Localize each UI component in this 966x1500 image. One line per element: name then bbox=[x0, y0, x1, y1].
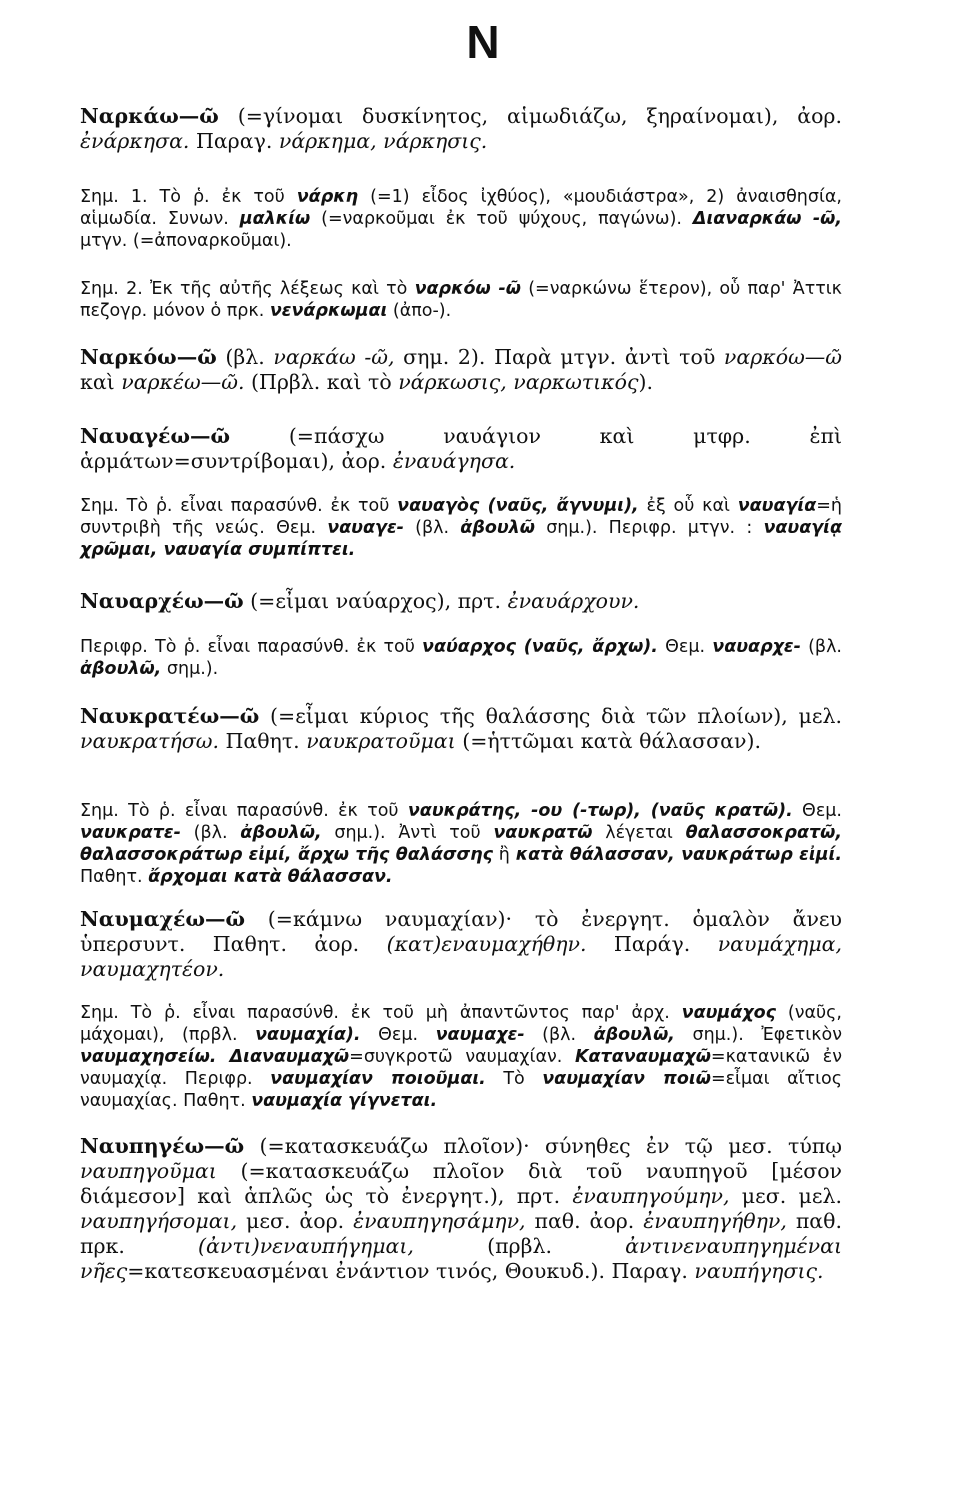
text-run: Σημ. Τὸ ῥ. εἶναι παρασύνθ. ἐκ τοῦ bbox=[80, 496, 398, 516]
text-run: παθ. πρκ. bbox=[80, 1209, 842, 1258]
text-run: =κατανικῶ ἐν ναυμαχίᾳ. Περιφρ. bbox=[80, 1047, 843, 1089]
text-run: μεσ. ἀορ. bbox=[237, 1209, 354, 1233]
text-run: παθ. ἀορ. bbox=[525, 1209, 644, 1233]
text-run: Τὸ bbox=[485, 1069, 543, 1089]
text-run: σημ.). Ἐφετικὸν bbox=[674, 1025, 843, 1045]
text-run: Παθητ. bbox=[218, 729, 307, 753]
section-letter: N bbox=[466, 16, 500, 68]
text-run: σημ.). Ἀντὶ τοῦ bbox=[321, 823, 494, 843]
bold-italic-term: ναυμαχίαν ποιοῦμαι. bbox=[270, 1069, 486, 1089]
bold-italic-term: Διαναρκάω -ῶ, bbox=[692, 209, 843, 229]
italic-form: (κατ)εναυμαχήθην. bbox=[386, 932, 587, 956]
italic-form: ἐναυπηγούμην, bbox=[572, 1184, 730, 1208]
text-run: =κατεσκευασμέναι ἐνάντιον τινός, Θουκυδ.). Παραγ. bbox=[127, 1259, 695, 1283]
text-run: (βλ. bbox=[800, 637, 842, 657]
bold-italic-term: ναυμαχε- bbox=[435, 1025, 525, 1045]
bold-italic-term: ναυμαχησείω. Διαναυμαχῶ bbox=[80, 1047, 350, 1067]
italic-form: (ἀντι)νεναυπήγημαι, bbox=[198, 1234, 414, 1258]
bold-italic-term: μαλκίω bbox=[239, 209, 311, 229]
text-run: (βλ. bbox=[180, 823, 241, 843]
bold-italic-term: ἀβουλῶ, bbox=[240, 823, 322, 843]
text-run: =συγκροτῶ ναυμαχίαν. bbox=[349, 1047, 575, 1067]
text-run: (=κατασκευάζω πλοῖον διὰ τοῦ ναυπηγοῦ [μέσον διάμεσον] καὶ ἁπλῶς ὡς τὸ ἐνεργητ.), πρτ. bbox=[80, 1159, 842, 1208]
note-nauarcheo bbox=[80, 636, 842, 680]
headword: Ναυμαχέω—ῶ bbox=[80, 907, 246, 931]
headword: Ναρκάω—ῶ bbox=[80, 104, 219, 128]
text-run: σημ.). bbox=[161, 659, 219, 679]
bold-italic-term: ἄρχομαι κατὰ θάλασσαν. bbox=[148, 867, 393, 887]
text-run: μεσ. μελ. bbox=[729, 1184, 842, 1208]
bold-italic-term: ναρκόω -ῶ bbox=[414, 279, 521, 299]
text-run: (=ναρκώνω ἕτερον), οὗ παρ' Ἀττικ πεζογρ. μόνον ὁ πρκ. bbox=[80, 279, 842, 321]
text-run: =εἶμαι αἴτιος ναυμαχίας. Παθητ. bbox=[80, 1069, 842, 1111]
italic-form: ναυμάχημα, ναυμαχητέον. bbox=[80, 932, 843, 981]
bold-italic-term: ἀβουλῶ bbox=[460, 518, 535, 538]
text-run: Θεμ. bbox=[792, 801, 842, 821]
entry-nauageo bbox=[80, 424, 842, 474]
note-narkao-1 bbox=[80, 186, 842, 252]
bold-italic-term: κατὰ θάλασσαν, ναυκράτωρ εἰμί. bbox=[515, 845, 842, 865]
text-run: (=πάσχω ναυάγιον καὶ μτφρ. ἐπὶ ἁρμάτων=συντρίβομαι), ἀορ. bbox=[80, 424, 842, 473]
entry-narkao bbox=[80, 104, 842, 154]
italic-form: νάρκημα, νάρκησις. bbox=[278, 129, 488, 153]
italic-form: ναυπήγησις. bbox=[694, 1259, 824, 1283]
headword: Ναυπηγέω—ῶ bbox=[80, 1134, 245, 1158]
text-run: (βλ. bbox=[216, 345, 274, 369]
text-run: Θεμ. bbox=[657, 637, 713, 657]
text-run: (=γίνομαι δυσκίνητος, αἱμωδιάζω, ξηραίνομαι), ἀορ. bbox=[218, 104, 842, 128]
headword: Ναυαγέω—ῶ bbox=[80, 424, 231, 448]
text-run: (=ναρκοῦμαι ἐκ τοῦ ψύχους, παγώνω). bbox=[310, 209, 693, 229]
headword: Ναυαρχέω—ῶ bbox=[80, 589, 244, 613]
text-run: (πρβλ. bbox=[413, 1234, 626, 1258]
italic-form: ναυκρατήσω. bbox=[80, 729, 219, 753]
text-run: Παραγ. bbox=[189, 129, 279, 153]
text-run: (=κάμνω ναυμαχίαν)· τὸ ἐνεργητ. ὁμαλὸν ἄνευ ὑπερσυντ. Παθητ. ἀορ. bbox=[80, 907, 842, 956]
text-run: Θεμ. bbox=[360, 1025, 436, 1045]
italic-form: νάρκωσις, ναρκωτικός bbox=[398, 370, 639, 394]
bold-italic-term: ναυκρατε- bbox=[80, 823, 181, 843]
text-run: σημ. 2). Παρὰ μτγν. ἀντὶ τοῦ bbox=[394, 345, 724, 369]
headword: Ναυκρατέω—ῶ bbox=[80, 704, 260, 728]
entry-naukrateo bbox=[80, 704, 842, 754]
italic-form: ἐναυπηγησάμην, bbox=[353, 1209, 526, 1233]
note-naukrateo bbox=[80, 800, 842, 888]
text-run: (=εἶμαι ναύαρχος), πρτ. bbox=[243, 589, 508, 613]
italic-form: ναυπηγοῦμαι bbox=[80, 1159, 217, 1183]
entry-nauarcheo bbox=[80, 589, 842, 614]
bold-italic-term: ναυαρχε- bbox=[712, 637, 801, 657]
italic-form: ναρκέω—ῶ. bbox=[121, 370, 245, 394]
text-run: (βλ. bbox=[403, 518, 461, 538]
text-run: σημ.). Περιφρ. μτγν. : bbox=[534, 518, 764, 538]
text-run: Σημ. 1. Τὸ ῥ. ἐκ τοῦ bbox=[80, 187, 297, 207]
bold-italic-term: ναυμάχος bbox=[681, 1003, 777, 1023]
italic-form: ἐνάρκησα. bbox=[80, 129, 190, 153]
text-run: ἢ bbox=[492, 845, 516, 865]
text-run: (Πρβλ. καὶ τὸ bbox=[244, 370, 399, 394]
headword: Ναρκόω—ῶ bbox=[80, 345, 217, 369]
text-run: καὶ bbox=[80, 370, 122, 394]
bold-italic-term: νενάρκωμαι bbox=[269, 301, 388, 321]
text-run: ). bbox=[638, 370, 653, 394]
text-run: (=κατασκευάζω πλοῖον)· σύνηθες ἐν τῷ μεσ. τύπῳ bbox=[244, 1134, 842, 1158]
entry-naupegeo bbox=[80, 1134, 842, 1284]
text-run: (=1) εἶδος ἰχθύος), «μουδιάστρα», 2) ἀναισθησία, αἱμωδία. Συνων. bbox=[80, 187, 842, 229]
note-nauageo bbox=[80, 495, 842, 561]
italic-form: ναυκρατοῦμαι bbox=[306, 729, 456, 753]
entry-narkoo bbox=[80, 345, 842, 395]
bold-italic-term: Καταναυμαχῶ bbox=[574, 1047, 711, 1067]
italic-form: ναυπηγήσομαι, bbox=[80, 1209, 238, 1233]
text-run: (βλ. bbox=[524, 1025, 594, 1045]
italic-form: ἐναυάγησα. bbox=[392, 449, 516, 473]
italic-form: ἐναυάρχουν. bbox=[507, 589, 640, 613]
italic-form: ναρκάω -ῶ, bbox=[273, 345, 395, 369]
bold-italic-term: ναυμαχία). bbox=[255, 1025, 361, 1045]
text-run: Περιφρ. Τὸ ῥ. εἶναι παρασύνθ. ἐκ τοῦ bbox=[80, 637, 423, 657]
text-run: ἐξ οὗ καὶ bbox=[638, 496, 738, 516]
bold-italic-term: ἀβουλῶ, bbox=[593, 1025, 675, 1045]
bold-italic-term: νάρκη bbox=[296, 187, 359, 207]
text-run: μτγν. (=ἀποναρκοῦμαι). bbox=[80, 231, 292, 251]
text-run: Σημ. Τὸ ῥ. εἶναι παρασύνθ. ἐκ τοῦ bbox=[80, 801, 408, 821]
bold-italic-term: ναυαγία bbox=[737, 496, 817, 516]
bold-italic-term: ναυαγίᾳ χρῶμαι, ναυαγία συμπίπτει. bbox=[80, 518, 842, 560]
note-naumacheo bbox=[80, 1002, 842, 1112]
text-run: (=ἡττῶμαι κατὰ θάλασσαν). bbox=[455, 729, 761, 753]
bold-italic-term: ναυκρατῶ bbox=[493, 823, 593, 843]
italic-form: ναρκόω—ῶ bbox=[723, 345, 842, 369]
text-run: Σημ. Τὸ ῥ. εἶναι παρασύνθ. ἐκ τοῦ μὴ ἀπαντῶντος παρ' ἀρχ. bbox=[80, 1003, 682, 1023]
note-narkao-2 bbox=[80, 278, 842, 322]
italic-form: ἐναυπηγήθην, bbox=[643, 1209, 787, 1233]
text-run: Παράγ. bbox=[586, 932, 718, 956]
text-run: =ἡ συντριβὴ τῆς νεώς. Θεμ. bbox=[80, 496, 843, 538]
text-run: λέγεται bbox=[592, 823, 686, 843]
text-run: Παθητ. bbox=[80, 867, 149, 887]
italic-form: ἀντινεναυπηγημέναι νῆες bbox=[80, 1234, 842, 1283]
entry-naumacheo bbox=[80, 907, 842, 982]
text-run: Σημ. 2. Ἐκ τῆς αὐτῆς λέξεως καὶ τὸ bbox=[80, 279, 415, 299]
bold-italic-term: ἀβουλῶ, bbox=[80, 659, 162, 679]
bold-italic-term: ναυκράτης, -ου (-τωρ), (ναῦς κρατῶ). bbox=[407, 801, 793, 821]
text-run: (ἀπο-). bbox=[387, 301, 452, 321]
text-run: (ναῦς, μάχομαι), (πρβλ. bbox=[80, 1003, 842, 1045]
bold-italic-term: ναύαρχος (ναῦς, ἄρχω). bbox=[422, 637, 658, 657]
text-run: (=εἶμαι κύριος τῆς θαλάσσης διὰ τῶν πλοίων), μελ. bbox=[259, 704, 842, 728]
bold-italic-term: ναυαγε- bbox=[327, 518, 404, 538]
bold-italic-term: ναυμαχία γίγνεται. bbox=[251, 1091, 438, 1111]
bold-italic-term: ναυαγὸς (ναῦς, ἄγνυμι), bbox=[397, 496, 639, 516]
bold-italic-term: ναυμαχίαν ποιῶ bbox=[542, 1069, 711, 1089]
bold-italic-term: θαλασσοκρατῶ, θαλασσοκράτωρ εἰμί, ἄρχω τῆς θαλάσσης bbox=[80, 823, 843, 865]
